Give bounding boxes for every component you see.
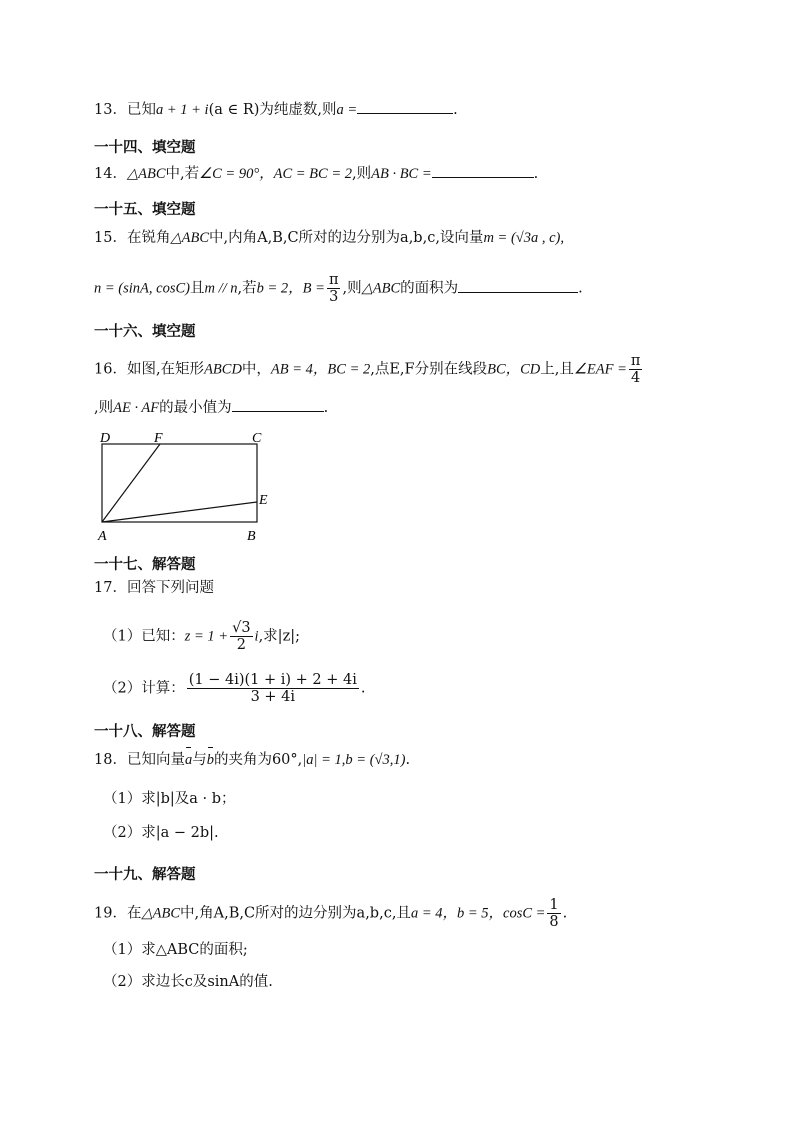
label-f: F (154, 431, 163, 446)
section-header: 一十五、填空题 (94, 201, 196, 218)
answer-blank[interactable] (232, 396, 324, 412)
question-18-part2: （2）求|a − 2b|. (103, 825, 219, 841)
fraction: $\frac{(1 - 4i)(1 + i) + 2 + 4i}{3 + 4i}$ (188, 672, 357, 705)
vector-expression: b = (√3,1) (345, 752, 406, 768)
question-17: 17．回答下列问题 (94, 580, 214, 596)
text: 已知 (126, 102, 156, 118)
question-18-part1: （1）求|b|及a · b； (103, 791, 236, 807)
question-19-part1: （1）求△ABC的面积; (103, 942, 248, 958)
math-expression: (a ∈ R) (208, 102, 260, 118)
question-17-part2: （2）计算： $\frac{(1 - 4i)(1 + i) + 2 + 4i}{3 + 4i}$ . (103, 672, 366, 705)
fraction: $\frac{\pi}{4}$ (630, 353, 641, 386)
rectangle-figure (94, 426, 284, 546)
question-number: 14． (94, 166, 127, 182)
question-number: 19． (94, 905, 127, 922)
text: 为纯虚数,则 (259, 102, 337, 118)
question-18: 18．已知向量a与b的夹角为60°,|a| = 1,b = (√3,1). (94, 752, 411, 768)
question-16-line2: ,则AE · AF的最小值为 . (94, 396, 328, 418)
segment-ae (102, 502, 257, 522)
vector-expression: AB · BC = (371, 166, 432, 182)
vector-expression: m = (√3a , c), (483, 230, 564, 246)
label-d: D (100, 431, 111, 446)
label-a: A (98, 529, 107, 544)
question-16-line1: 16．如图,在矩形ABCD中，AB = 4，BC = 2,点E,F分别在线段BC，CD上,且∠EAF = $\frac{\pi}{4}$ (94, 353, 641, 386)
fraction: $\frac{1}{8}$ (549, 897, 559, 930)
question-number: 18． (94, 752, 127, 768)
math-expression: ∠C = 90°，AC = BC = 2 (199, 166, 352, 182)
segment-af (102, 444, 160, 522)
label-e: E (259, 493, 268, 508)
section-header: 一十六、填空题 (94, 323, 196, 340)
question-15-line1: 15．在锐角△ABC中,内角A,B,C所对的边分别为a,b,c,设向量m = (√3a , c), (94, 230, 564, 246)
fraction: $\frac{\pi}{3}$ (328, 272, 339, 305)
math-expression: a + 1 + i (155, 102, 209, 118)
question-number: 15． (94, 230, 127, 246)
question-number: 13． (94, 102, 127, 118)
fraction: $\frac{√3}{2}$ (232, 620, 251, 653)
vector-expression: AE · AF (113, 400, 160, 416)
section-header: 一十七、解答题 (94, 556, 196, 573)
math-expression: a = (336, 102, 358, 118)
question-17-part1: （1）已知：z = 1 + $\frac{√3}{2}$ i,求|z|; (103, 620, 300, 653)
answer-blank[interactable] (458, 277, 578, 293)
answer-blank[interactable] (432, 162, 534, 178)
question-13: 13．已知a + 1 + i(a ∈ R)为纯虚数,则a = . (94, 98, 458, 120)
vector-expression: n = (sinA, cosC) (94, 280, 190, 297)
question-14: 14．△ABC中,若∠C = 90°，AC = BC = 2,则AB · BC = . (94, 162, 538, 184)
question-19-part2: （2）求边长c及sinA的值. (103, 974, 273, 990)
rectangle-abcd (102, 444, 257, 522)
question-19: 19．在△ABC中,角A,B,C所对的边分别为a,b,c,且a = 4，b = 5，cosC = $\frac{1}{8}$ . (94, 897, 568, 930)
question-15-line2: n = (sinA, cosC)且m // n,若b = 2，B = $\frac{\pi}{3}$ ,则△ABC的面积为 . (94, 272, 583, 305)
section-header: 一十四、填空题 (94, 139, 196, 156)
label-c: C (252, 431, 262, 446)
question-number: 16． (94, 361, 127, 378)
answer-blank[interactable] (357, 98, 453, 114)
label-b: B (247, 529, 256, 544)
section-header: 一十八、解答题 (94, 723, 196, 740)
section-header: 一十九、解答题 (94, 866, 196, 883)
